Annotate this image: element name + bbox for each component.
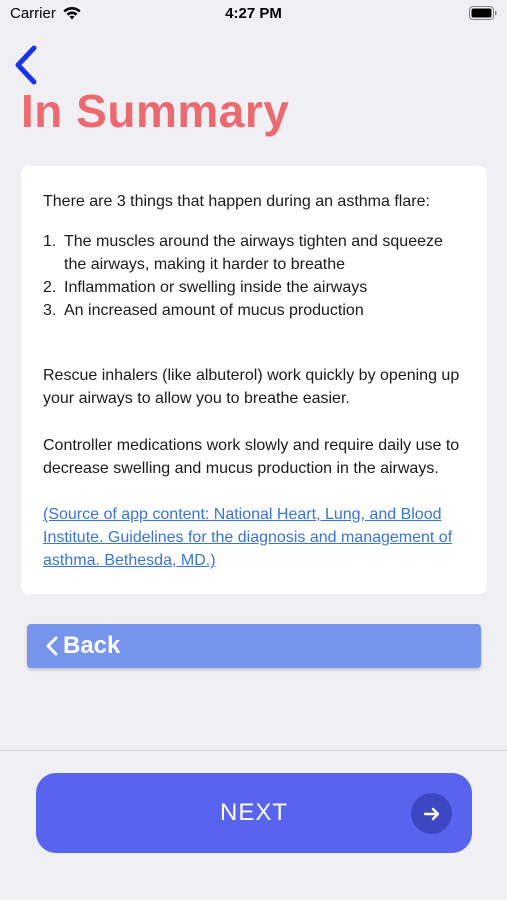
summary-card: [21, 166, 487, 594]
list-item-text: An increased amount of mucus production: [64, 302, 364, 319]
card-intro: There are 3 things that happen during an asthma flare:: [43, 193, 430, 210]
arrow-right-icon: [411, 793, 452, 834]
next-button-label: NEXT: [219, 799, 288, 826]
nav-back-button[interactable]: [10, 44, 42, 86]
chevron-left-icon: [45, 635, 59, 657]
source-link[interactable]: (Source of app content: National Heart, Lung, and Blood Institute. Guidelines for the diagnosis and management of asthma. Bethesda, MD.): [43, 506, 453, 569]
rescue-inhaler-paragraph: Rescue inhalers (like albuterol) work quickly by opening up your airways to allow you to breathe easier.: [43, 367, 460, 407]
clock-time: 4:27 PM: [225, 5, 282, 22]
next-button[interactable]: [36, 773, 472, 853]
list-item: [43, 299, 465, 322]
list-item-text: The muscles around the airways tighten and squeeze the airways, making it harder to breathe: [64, 233, 443, 273]
chevron-left-icon: [10, 44, 42, 86]
list-item-number: 3.: [43, 302, 57, 319]
carrier-label: Carrier: [10, 5, 56, 22]
controller-medication-paragraph: Controller medications work slowly and require daily use to decrease swelling and mucus production in the airways.: [43, 437, 460, 477]
list-item: [43, 230, 465, 276]
flare-list: [43, 230, 465, 322]
list-item-number: 2.: [43, 279, 57, 296]
status-bar: [0, 0, 507, 28]
list-item-text: Inflammation or swelling inside the airways: [64, 279, 368, 296]
back-button[interactable]: [27, 624, 481, 668]
back-button-label: Back: [63, 632, 121, 659]
divider: [0, 750, 507, 751]
list-item-number: 1.: [43, 233, 57, 250]
list-item: [43, 276, 465, 299]
page-title: In Summary: [21, 85, 290, 137]
battery-icon: [469, 6, 497, 20]
